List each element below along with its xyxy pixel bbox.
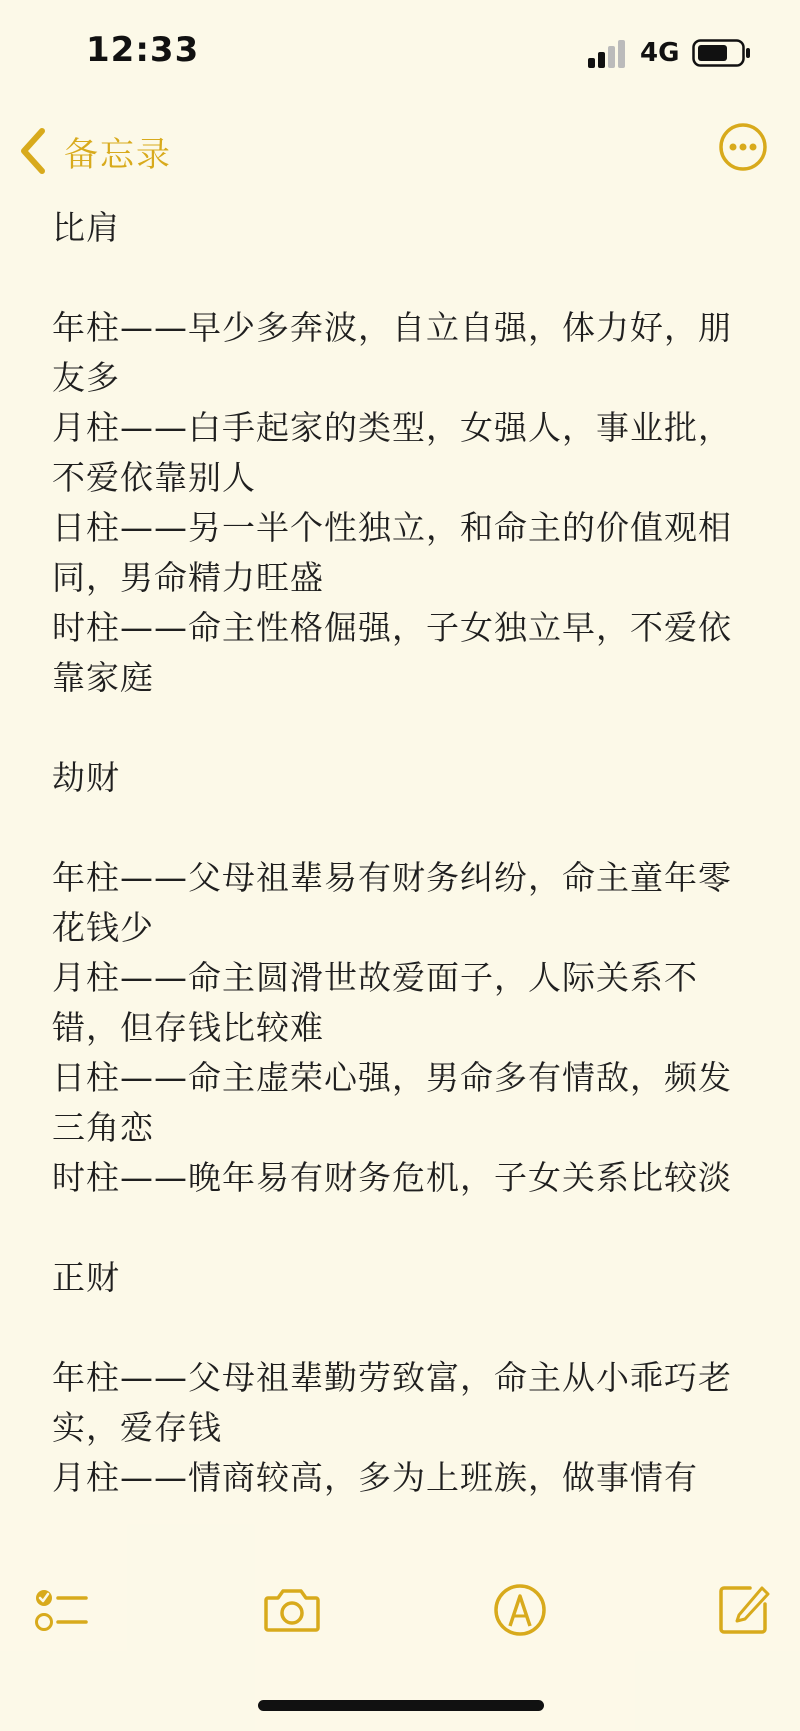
blank-line	[52, 253, 742, 303]
note-line: 时柱——晚年易有财务危机，子女关系比较淡	[52, 1158, 732, 1197]
note-line: 年柱——父母祖辈勤劳致富，命主从小乖巧老实，爱存钱	[52, 1358, 732, 1447]
note-line: 时柱——命主性格倔强，子女独立早，不爱依靠家庭	[52, 608, 732, 697]
blank-line	[52, 803, 742, 853]
checklist-icon[interactable]	[32, 1580, 92, 1640]
blank-line	[52, 1303, 742, 1353]
bottom-toolbar	[0, 1580, 800, 1650]
nav-bar	[0, 110, 800, 210]
status-bar	[0, 0, 800, 110]
note-line: 日柱——命主虚荣心强，男命多有情敌，频发三角恋	[52, 1058, 732, 1147]
battery-icon	[692, 38, 752, 68]
back-label: 备忘录	[64, 134, 172, 175]
blank-line	[52, 1203, 742, 1253]
note-line: 年柱——父母祖辈易有财务纠纷，命主童年零花钱少	[52, 858, 732, 947]
signal-icon	[588, 40, 628, 68]
status-time: 12:33	[86, 30, 200, 70]
camera-icon[interactable]	[262, 1580, 322, 1640]
network-type: 4G	[640, 38, 680, 68]
chevron-left-icon	[18, 127, 48, 175]
compose-icon[interactable]	[714, 1580, 774, 1640]
note-line: 日柱——另一半个性独立，和命主的价值观相同，男命精力旺盛	[52, 508, 732, 597]
note-line: 正财	[52, 1258, 120, 1297]
note-line: 月柱——白手起家的类型，女强人，事业批，不爱依靠别人	[52, 408, 732, 497]
more-ellipsis-icon[interactable]	[718, 122, 768, 172]
home-indicator	[258, 1700, 544, 1711]
note-line: 月柱——命主圆滑世故爱面子，人际关系不错，但存钱比较难	[52, 958, 698, 1047]
note-line: 月柱——情商较高，多为上班族，做事情有	[52, 1458, 698, 1497]
back-button[interactable]	[18, 120, 172, 182]
blank-line	[52, 703, 742, 753]
note-body[interactable]	[52, 203, 742, 1503]
note-line: 年柱——早少多奔波，自立自强，体力好，朋友多	[52, 308, 732, 397]
note-line: 劫财	[52, 758, 120, 797]
markup-pen-icon[interactable]	[490, 1580, 550, 1640]
note-line: 比肩	[52, 208, 120, 247]
